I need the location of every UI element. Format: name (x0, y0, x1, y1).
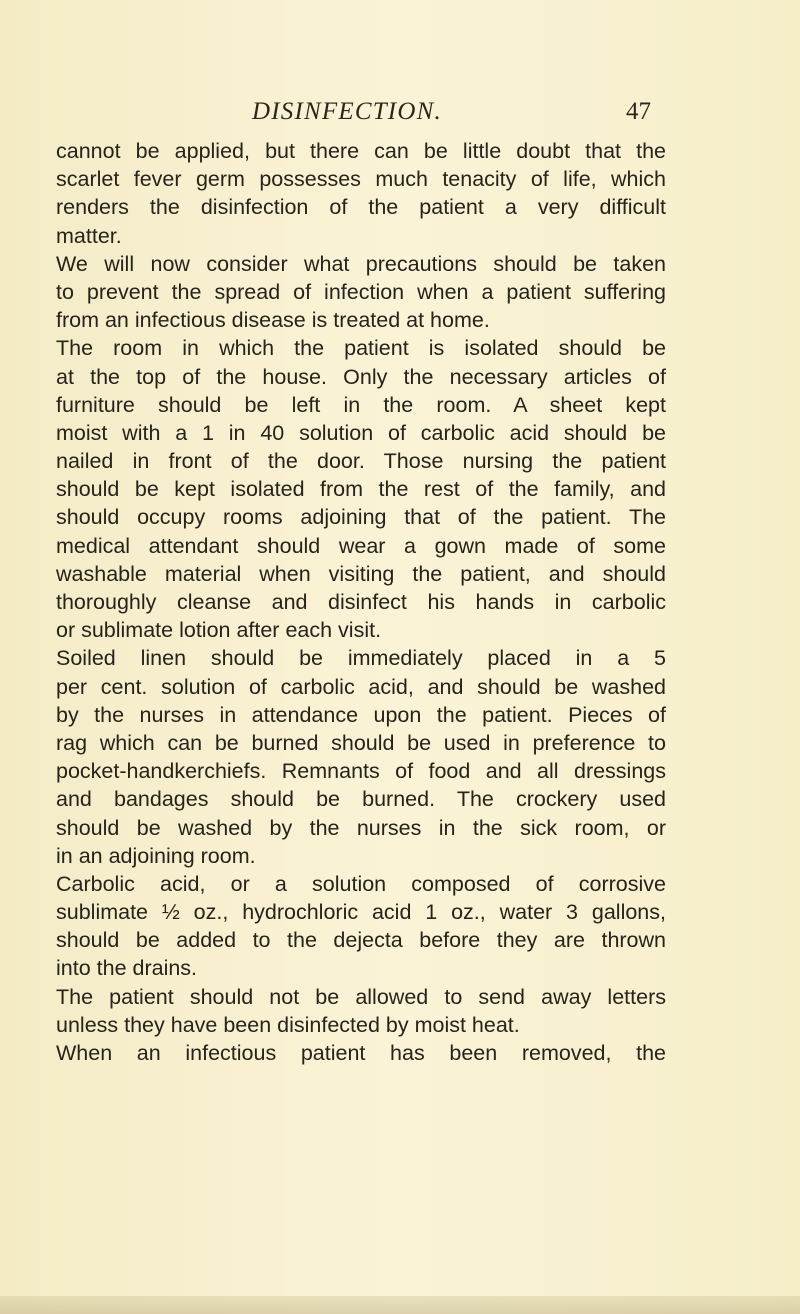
page-bottom-edge (0, 1296, 800, 1314)
text-line: should be kept isolated from the rest of the family, and (56, 477, 666, 502)
text-line: medical attendant should wear a gown made of some (56, 533, 666, 558)
text-line: washable material when visiting the patient, and should (56, 561, 666, 586)
text-line: and bandages should be burned. The crockery used (56, 787, 666, 812)
text-line: renders the disinfection of the patient a very difficult (56, 195, 666, 220)
text-line: thoroughly cleanse and disinfect his hands in carbolic (56, 590, 666, 614)
paragraph-start-line: Carbolic acid, or a solution composed of corrosive (56, 871, 666, 896)
paragraph-start-line: The room in which the patient is isolated should be (56, 336, 666, 361)
text-line: unless they have been disinfected by moist heat. (56, 1012, 520, 1037)
text-line: or sublimate lotion after each visit. (56, 618, 382, 643)
text-line: cannot be applied, but there can be little doubt that the (56, 139, 666, 163)
running-head (0, 90, 800, 130)
text-line: in an adjoining room. (56, 843, 256, 868)
text-line: from an infectious disease is treated at home. (56, 308, 490, 333)
paragraph-start-line: We will now consider what precautions should be taken (56, 251, 666, 276)
paragraph-start-line: The patient should not be allowed to send away letters (56, 984, 666, 1009)
text-line: to prevent the spread of infection when a patient suffering (56, 279, 666, 304)
page-number: 47 (626, 98, 651, 125)
text-line: scarlet fever germ possesses much tenacity of life, which (56, 167, 666, 192)
text-line: should be washed by the nurses in the sick room, or (56, 815, 666, 840)
paragraph-start-line: When an infectious patient has been removed, the (56, 1041, 666, 1065)
text-line: pocket-handkerchiefs. Remnants of food and all dressings (56, 759, 666, 784)
text-line: into the drains. (56, 956, 198, 981)
text-line: sublimate ½ oz., hydrochloric acid 1 oz., water 3 gallons, (56, 900, 666, 925)
running-title: DISINFECTION. (252, 98, 442, 125)
text-line: moist with a 1 in 40 solution of carbolic acid should be (56, 420, 666, 445)
text-line: at the top of the house. Only the necessary articles of (56, 364, 666, 389)
text-line: should occupy rooms adjoining that of the patient. The (56, 505, 666, 530)
text-line: rag which can be burned should be used in preference to (56, 730, 666, 755)
paragraph-start-line: Soiled linen should be immediately placed in a 5 (56, 646, 666, 671)
text-line: by the nurses in attendance upon the patient. Pieces of (56, 702, 666, 727)
text-line: furniture should be left in the room. A sheet kept (56, 392, 666, 417)
body-text (56, 137, 666, 1067)
text-line: matter. (56, 223, 122, 248)
text-line: per cent. solution of carbolic acid, and should be washed (56, 674, 666, 699)
text-line: should be added to the dejecta before they are thrown (56, 928, 666, 953)
text-line: nailed in front of the door. Those nursing the patient (56, 449, 666, 474)
